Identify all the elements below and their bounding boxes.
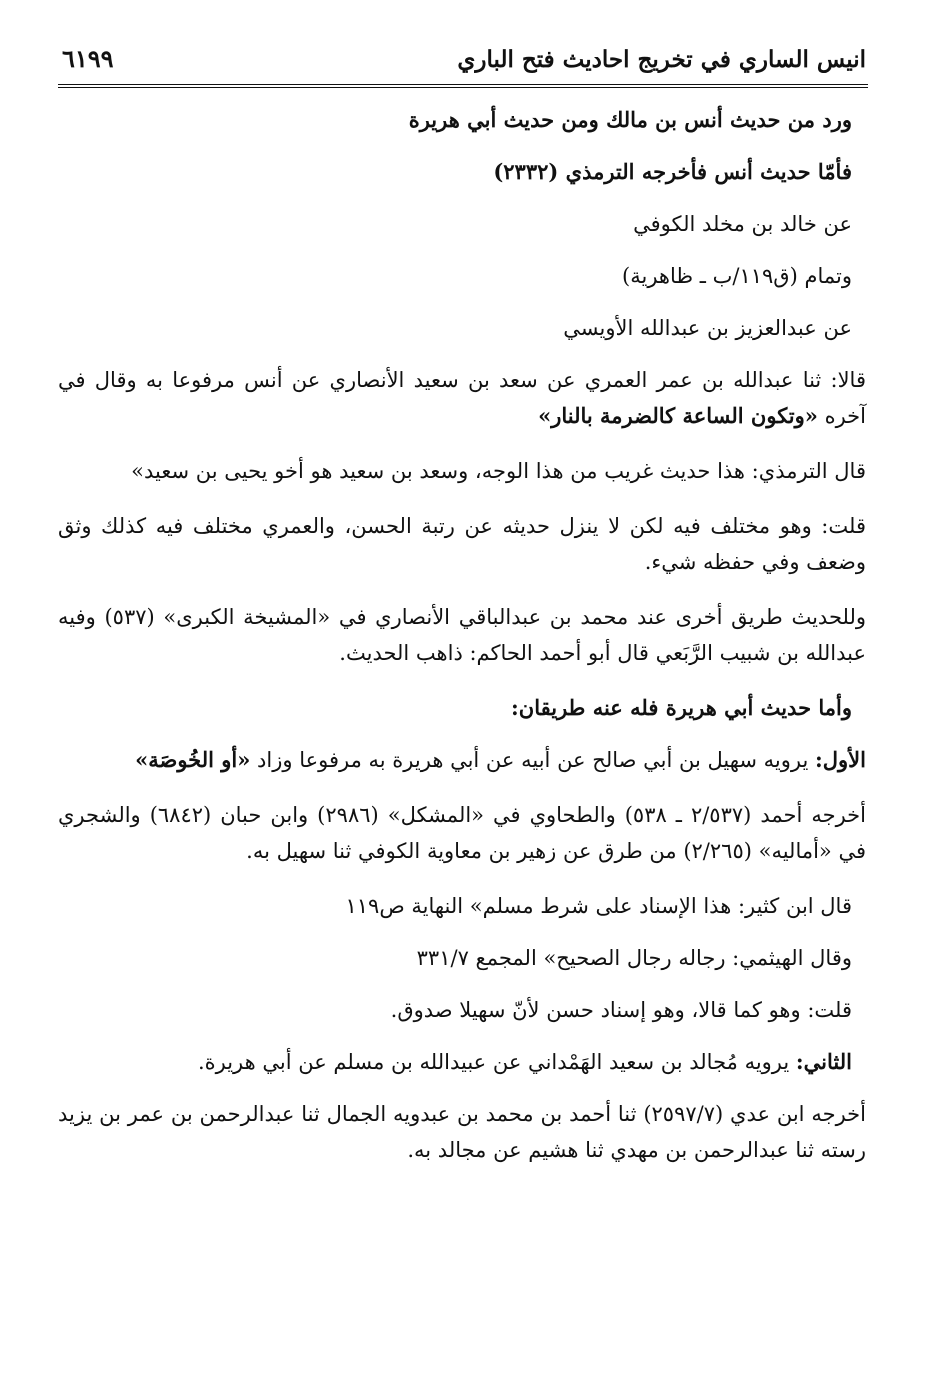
narrator-line-2: وتمام (ق١١٩/ب ـ ظاهرية) [622, 264, 852, 288]
anas-hadith-heading: فأمّا حديث أنس فأخرجه الترمذي (٢٣٣٢) [493, 159, 852, 184]
first-route-addition: «أو الخُوصَة» [135, 747, 251, 772]
page-body [58, 102, 866, 1187]
ibn-kathir-quote: قال ابن كثير: هذا الإسناد على شرط مسلم» النهاية ص١١٩ [345, 894, 852, 918]
ibn-adi-paragraph: أخرجه ابن عدي (٢٥٩٧/٧) ثنا أحمد بن محمد بن عبدويه الجمال ثنا عبدالرحمن بن عمر بن يزيد رسته ثنا عبدالرحمن بن مهدي ثنا هشيم عن مجالد به. [58, 1102, 866, 1162]
author-verdict: قلت: وهو كما قالا، وهو إسناد حسن لأنّ سهيلا صدوق. [390, 998, 852, 1022]
running-header [58, 40, 868, 88]
abu-hurayra-heading: وأما حديث أبي هريرة فله عنه طريقان: [511, 695, 852, 720]
first-route-label: الأول: [815, 747, 866, 772]
second-route-label: الثاني: [795, 1049, 852, 1074]
narrator-line-1: عن خالد بن مخلد الكوفي [633, 212, 852, 236]
tirmidhi-comment: قال الترمذي: هذا حديث غريب من هذا الوجه، وسعد بن سعيد هو أخو يحيى بن سعيد» [131, 459, 866, 483]
another-route-paragraph: وللحديث طريق أخرى عند محمد بن عبدالباقي الأنصاري في «المشيخة الكبرى» (٥٣٧) وفيه عبدالله بن شبيب الرَّبَعي قال أبو أحمد الحاكم: ذاهب الحديث. [58, 605, 866, 665]
author-comment: قلت: وهو مختلف فيه لكن لا ينزل حديثه عن رتبة الحسن، والعمري مختلف فيه كذلك وثق وضعف وفي حفظه شيء. [58, 514, 866, 574]
intro-paragraph: ورد من حديث أنس بن مالك ومن حديث أبي هريرة [408, 107, 852, 132]
first-route-paragraph [58, 742, 866, 778]
book-title: انيس الساري في تخريج احاديث فتح الباري [457, 46, 866, 73]
second-route-paragraph [58, 1044, 866, 1080]
narrator-line-3: عن عبدالعزيز بن عبدالله الأويسي [563, 316, 852, 340]
hadith-quote: «وتكون الساعة كالضرمة بالنار» [538, 403, 818, 428]
chain-text: قالا: ثنا عبدالله بن عمر العمري عن سعد بن سعيد الأنصاري عن أنس مرفوعا به وقال في آخره [58, 368, 866, 428]
second-route-text: يرويه مُجالد بن سعيد الهَمْداني عن عبيدالله بن مسلم عن أبي هريرة. [197, 1050, 796, 1074]
haythami-quote: وقال الهيثمي: رجاله رجال الصحيح» المجمع ٣٣١/٧ [416, 946, 852, 970]
first-route-text: يرويه سهيل بن أبي صالح عن أبيه عن أبي هريرة به مرفوعا وزاد [250, 748, 816, 772]
takhrij-paragraph: أخرجه أحمد (٢/٥٣٧ ـ ٥٣٨) والطحاوي في «المشكل» (٢٩٨٦) وابن حبان (٦٨٤٢) والشجري في «أماليه» (٢/٢٦٥) من طرق عن زهير بن معاوية الكوفي ثنا سهيل به. [58, 803, 866, 863]
page-number: ٦١٩٩ [62, 44, 114, 73]
chain-paragraph [58, 362, 866, 434]
